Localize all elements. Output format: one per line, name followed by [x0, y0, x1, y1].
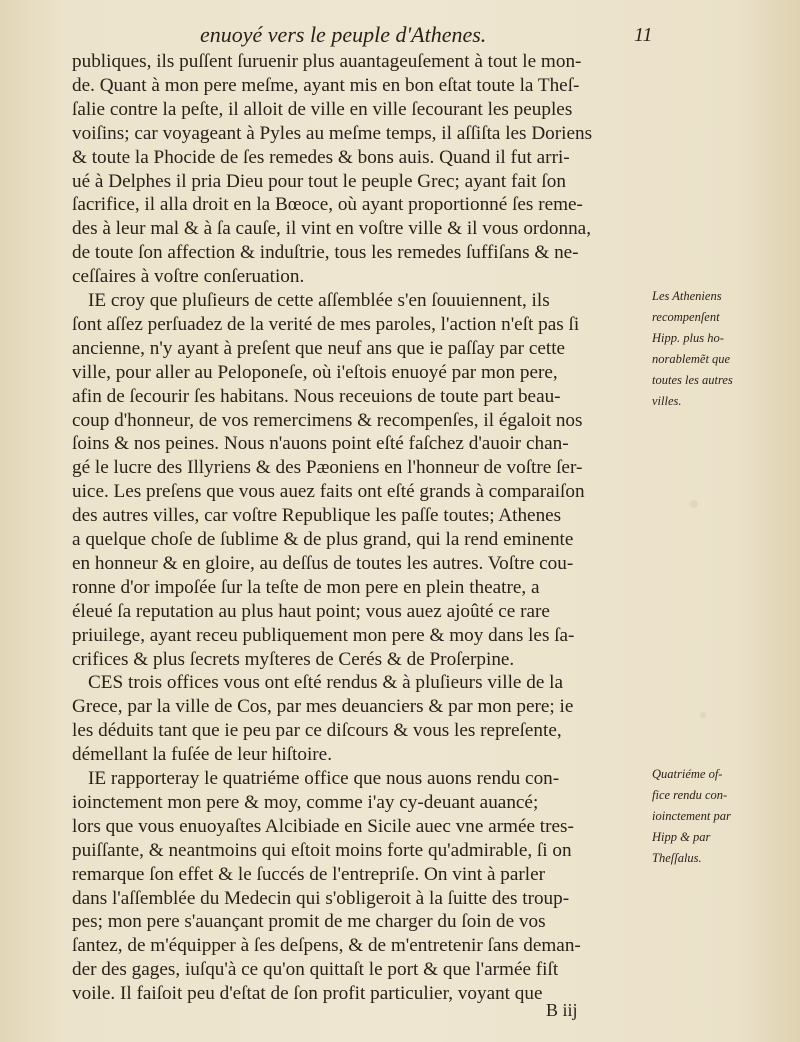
text-line: priuilege, ayant receu publiquement mon pere & moy dans les ſa- — [72, 624, 575, 646]
text-line: Grece, par la ville de Cos, par mes deuanciers & par mon pere; ie — [72, 696, 574, 718]
text-line: & toute la Phocide de ſes remedes & bons auis. Quand il fut arri- — [72, 146, 570, 168]
running-title: enuoyé vers le peuple d'Athenes. — [200, 22, 487, 47]
margin-note-line: Les Atheniens — [652, 289, 722, 303]
text-line: ſoins & nos peines. Nous n'auons point eſté faſchez d'auoir chan- — [72, 433, 569, 455]
text-line: en honneur & en gloire, au deſſus de toutes les autres. Voſtre cou- — [72, 552, 574, 574]
text-line: publiques, ils puſſent ſuruenir plus auantageuſement à tout le mon- — [72, 51, 582, 72]
margin-note-line: villes. — [652, 394, 682, 408]
text-line: puiſſante, & neantmoins qui eſtoit moins forte qu'admirable, ſi on — [72, 839, 572, 861]
text-line: ancienne, n'y ayant à preſent que neuf ans que ie paſſay par cette — [72, 337, 566, 359]
text-line: CES trois offices vous ont eſté rendus & à pluſieurs ville de la — [88, 672, 563, 694]
margin-note-line: Hipp & par — [652, 830, 711, 844]
margin-note-line: Theſſalus. — [652, 851, 702, 865]
text-line: coup d'honneur, de vos remercimens & recompenſes, il égaloit nos — [72, 409, 583, 431]
margin-note-line: ioinctement par — [652, 809, 731, 823]
text-line: démellant la fuſée de leur hiſtoire. — [72, 744, 332, 766]
text-line: les déduits tant que ie peu par ce diſcours & vous les repreſente, — [72, 720, 562, 742]
text-line: éleué ſa reputation au plus haut point; vous auez ajoûté ce rare — [72, 600, 550, 622]
ink-spot — [700, 712, 706, 718]
text-line: voile. Il faiſoit peu d'eſtat de ſon profit particulier, voyant que — [72, 983, 543, 1005]
text-line: remarque ſon effet & le ſuccés de l'entrepriſe. On vint à parler — [72, 863, 545, 885]
margin-note-line: Hipp. plus ho- — [652, 331, 724, 345]
margin-note-line: norablemẽt que — [652, 352, 731, 366]
text-line: de. Quant à mon pere meſme, ayant mis en bon eſtat toute la Theſ- — [72, 74, 580, 96]
text-line: IE croy que pluſieurs de cette aſſemblée s'en ſouuiennent, ils — [88, 290, 550, 311]
text-line: lors que vous enuoyaſtes Alcibiade en Sicile auec vne armée tres- — [72, 815, 574, 837]
text-line: ſont aſſez perſuadez de la verité de mes paroles, l'action n'eſt pas ſi — [72, 313, 580, 335]
text-line: pes; mon pere s'auançant promit de me charger du ſoin de vos — [72, 911, 546, 933]
signature-mark: B iij — [546, 1000, 578, 1020]
text-line: de toute ſon affection & induſtrie, tous les remedes ſuffiſans & ne- — [72, 242, 579, 264]
text-line: ſacrifice, il alla droit en la Bœoce, où ayant proportionné ſes reme- — [72, 194, 583, 216]
text-line: der des gages, iuſqu'à ce qu'on quittaſt le port & que l'armée fiſt — [72, 959, 559, 981]
text-line: voiſins; car voyageant à Pyles au meſme temps, il aſſiſta les Doriens — [72, 122, 593, 144]
text-line: dans l'aſſemblée du Medecin qui s'obligeroit à la ſuitte des troup- — [72, 887, 570, 909]
margin-note-line: Quatriéme of- — [652, 767, 723, 781]
text-line: ſalie contre la peſte, il alloit de ville en ville ſecourant les peuples — [72, 98, 573, 120]
text-line: IE rapporteray le quatriéme office que nous auons rendu con- — [88, 768, 560, 789]
margin-note-line: fice rendu con- — [652, 788, 728, 802]
margin-note-line: toutes les autres — [652, 373, 733, 387]
text-line: ronne d'or impoſée ſur la teſte de mon pere en plein theatre, a — [72, 576, 540, 598]
ink-spot — [690, 500, 698, 508]
text-line: ceſſaires à voſtre conſeruation. — [72, 266, 305, 288]
text-line: ſantez, de m'équipper à ſes deſpens, & de m'entretenir ſans deman- — [72, 935, 581, 957]
text-line: des autres villes, car voſtre Republique les paſſe toutes; Athenes — [72, 505, 562, 527]
text-line: ué à Delphes il pria Dieu pour tout le peuple Grec; ayant fait ſon — [72, 170, 566, 192]
text-line: des à leur mal & à ſa cauſe, il vint en voſtre ville & il vous ordonna, — [72, 218, 591, 240]
text-line: uice. Les preſens que vous auez faits ont eſté grands à comparaiſon — [72, 481, 585, 503]
text-line: ioinctement mon pere & moy, comme i'ay cy-deuant auancé; — [72, 791, 539, 813]
margin-note-line: recompenſent — [652, 310, 720, 324]
text-line: a quelque choſe de ſublime & de plus grand, qui la rend eminente — [72, 529, 574, 550]
text-line: afin de ſecourir ſes habitans. Nous receuions de toute part beau- — [72, 385, 561, 407]
text-line: crifices & plus ſecrets myſteres de Cerés & de Proſerpine. — [72, 648, 515, 670]
margin-note-athenians — [652, 286, 798, 412]
text-line: ville, pour aller au Peloponeſe, où i'eſtois enuoyé par mon pere, — [72, 361, 558, 383]
margin-note-fourth-office — [652, 764, 798, 869]
text-line: gé le lucre des Illyriens & des Pæoniens en l'honneur de voſtre ſer- — [72, 457, 583, 479]
page-number: 11 — [634, 24, 653, 46]
